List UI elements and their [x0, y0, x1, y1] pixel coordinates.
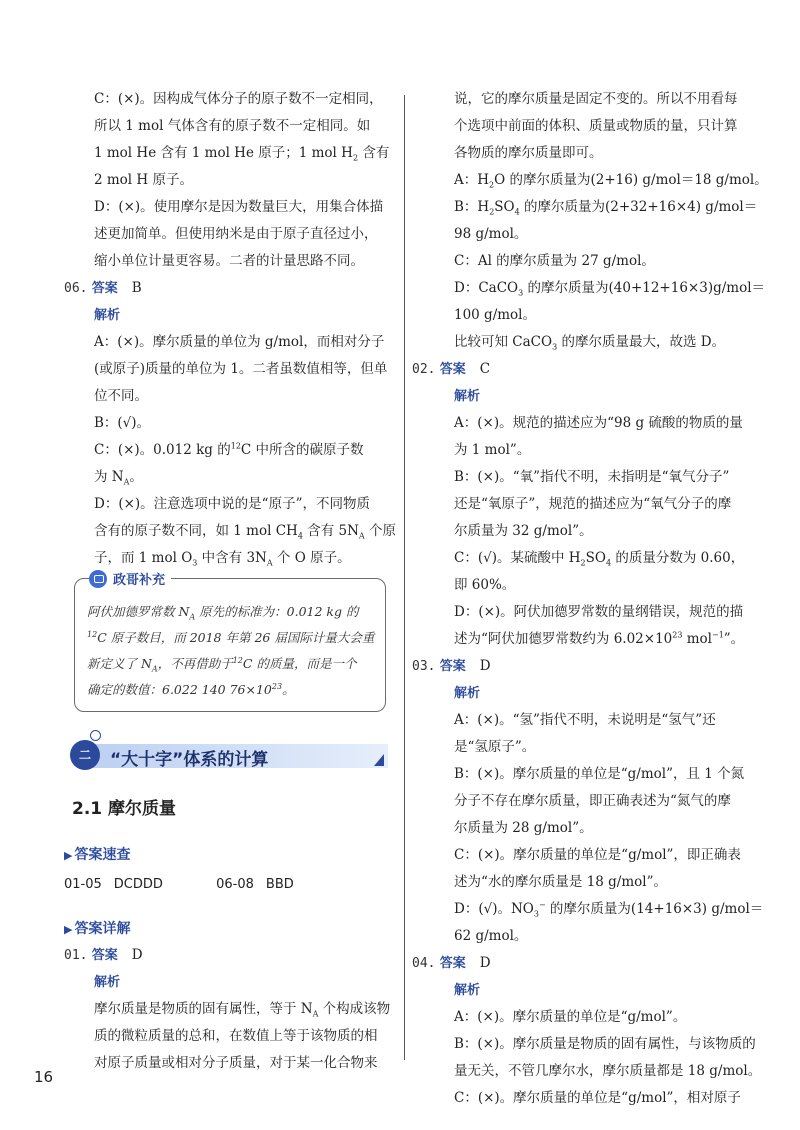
text-line: C：(×)。因构成气体分子的原子数不一定相同，	[94, 91, 383, 107]
quick-answers-row	[64, 868, 392, 902]
supplement-line: 确定的数值：6.022 140 $76\times 10^{23}$。	[87, 681, 295, 697]
text-line: D：(×)。阿伏加德罗常数的量纲错误，规范的描	[454, 604, 744, 620]
question-02-header	[412, 356, 742, 383]
text-line: 分子不存在摩尔质量，即正确表述为“氮气的摩	[454, 793, 731, 809]
answer-label: 答案	[439, 956, 466, 971]
question-number: 04.	[412, 956, 436, 971]
supplement-title: 政哥补充	[113, 573, 166, 588]
text-line: B：(×)。摩尔质量是物质的固有属性，与该物质的	[454, 1036, 756, 1052]
text-line: 对原子质量或相对分子质量，对于某一化合物来	[94, 1055, 378, 1071]
analysis-label: 解析	[454, 389, 481, 404]
banner-number: 二	[70, 740, 100, 770]
text-line: D：CaCO$_3$ 的摩尔质量为(40+12+16×3)g/mol＝	[454, 280, 766, 298]
question-number: 03.	[412, 659, 436, 674]
supplement-line: 阿伏加德罗常数 $N_A$ 原先的标准为：0.012 kg 的	[87, 604, 359, 622]
text-line: 100 g/mol。	[454, 307, 536, 323]
text-line: 尔质量为 28 g/mol”。	[454, 820, 593, 836]
text-line: 即 60%。	[454, 577, 516, 593]
question-03-header	[412, 653, 742, 680]
question-number: 02.	[412, 362, 436, 377]
text-line: 比较可知 CaCO$_3$ 的摩尔质量最大，故选 D。	[454, 334, 726, 352]
answer-value: D	[131, 947, 143, 963]
text-line: B：(√)。	[94, 415, 151, 431]
text-line: 述为“阿伏加德罗常数约为 $6.02\times 10^{23}$ mol$^{-1}$”。	[454, 630, 745, 647]
text-line: (或原子)质量的单位为 1。二者虽数值相等，但单	[94, 361, 388, 377]
text-line: B：(×)。“氧”指代不明，未指明是“氧气分子”	[454, 469, 730, 485]
text-line: 98 g/mol。	[454, 226, 528, 242]
text-line: B：$H_2SO_4$ 的摩尔质量为(2+32+16×4) g/mol＝	[454, 199, 758, 217]
text-line: D：(×)。注意选项中说的是“原子”，不同物质	[94, 496, 370, 512]
text-line: 为 1 mol”。	[454, 442, 531, 458]
quick-answer-item: 01-05 DCDDD	[64, 877, 163, 892]
text-line: A：(×)。摩尔质量的单位是“g/mol”。	[454, 1009, 687, 1025]
text-line: 2 mol H 原子。	[94, 172, 193, 188]
text-line: A：(×)。“氢”指代不明，未说明是“氢气”还	[454, 712, 716, 728]
question-number: 06.	[64, 281, 88, 296]
answer-value: B	[131, 280, 142, 296]
chapter-banner	[70, 740, 390, 770]
text-line: C：(√)。某硫酸中 $H_2SO_4$ 的质量分数为 0.60，	[454, 550, 745, 568]
section-title: 2.1 摩尔质量	[72, 799, 177, 819]
question-01-header	[64, 942, 392, 969]
text-line: 所以 1 mol 气体含有的原子数不一定相同。如	[94, 118, 371, 134]
text-line: 质的微粒质量的总和，在数值上等于该物质的相	[94, 1028, 378, 1044]
left-column	[64, 86, 396, 1077]
text-line: 位不同。	[94, 388, 148, 404]
text-line: C：(×)。摩尔质量的单位是“g/mol”，即正确表	[454, 847, 741, 863]
text-line: 为 $N_A$。	[94, 469, 143, 487]
computer-icon	[89, 570, 107, 588]
text-line: 各物质的摩尔质量即可。	[454, 145, 603, 161]
question-04-header	[412, 950, 742, 977]
text-line: C：(×)。摩尔质量的单位是“g/mol”，相对原子	[454, 1090, 741, 1106]
triangle-icon: ▶	[64, 923, 73, 936]
banner-title: “大十字”体系的计算	[110, 750, 269, 770]
page-number: 16	[34, 1068, 54, 1086]
analysis-label: 解析	[454, 686, 481, 701]
text-line: 摩尔质量是物质的固有属性，等于 $N_A$ 个构成该物	[94, 1001, 391, 1019]
text-line: 述为“水的摩尔质量是 18 g/mol”。	[454, 874, 668, 890]
answer-label: 答案	[439, 659, 466, 674]
bomb-icon	[90, 730, 101, 741]
text-line: A：$H_2O$ 的摩尔质量为(2+16) g/mol＝18 g/mol。	[454, 172, 768, 190]
analysis-label: 解析	[94, 308, 121, 323]
answer-label: 答案	[91, 948, 118, 963]
answer-value: D	[479, 955, 491, 971]
text-line: 量无关，不管几摩尔水，摩尔质量都是 18 g/mol。	[454, 1063, 762, 1079]
analysis-label: 解析	[454, 983, 481, 998]
detail-answers-title: ▶ 答案详解	[64, 921, 131, 937]
text-line: 述更加简单。但使用纳米是由于原子直径过小，	[94, 226, 378, 242]
text-line: A：(×)。摩尔质量的单位为 g/mol，而相对分子	[94, 334, 385, 350]
supplement-tag	[89, 569, 171, 588]
text-line: 1 mol He 含有 1 mol He 原子；1 mol $H_2$ 含有	[94, 145, 390, 163]
text-line: 说，它的摩尔质量是固定不变的。所以不用看每	[454, 91, 738, 107]
banner-corner	[374, 754, 384, 766]
text-line: 尔质量为 32 g/mol”。	[454, 523, 593, 539]
text-line: C：(×)。0.012 kg 的$^{12}$C 中所含的碳原子数	[94, 441, 364, 458]
text-line: C：Al 的摩尔质量为 27 g/mol。	[454, 253, 655, 269]
supplement-box	[74, 573, 386, 712]
column-divider	[404, 95, 405, 1060]
quick-answers-title: ▶ 答案速查	[64, 847, 131, 863]
triangle-icon: ▶	[64, 849, 73, 862]
text-line: B：(×)。摩尔质量的单位是“g/mol”，且 1 个氮	[454, 766, 745, 782]
answer-label: 答案	[439, 362, 466, 377]
supplement-line: $^{12}$C 原子数目，而 2018 年第 26 届国际计量大会重	[87, 629, 375, 645]
text-line: 含有的原子数不同，如 1 mol $CH_4$ 含有 $5N_A$ 个原	[94, 523, 396, 541]
answer-label: 答案	[91, 281, 118, 296]
question-number: 01.	[64, 948, 88, 963]
text-line: 个选项中前面的体积、质量或物质的量，只计算	[454, 118, 738, 134]
text-line: D：(×)。使用摩尔是因为数量巨大，用集合体描	[94, 199, 384, 215]
question-06-header	[64, 275, 392, 302]
answer-value: D	[479, 658, 491, 674]
answer-value: C	[479, 361, 491, 377]
text-line: 子，而 1 mol $O_3$ 中含有 $3N_A$ 个 O 原子。	[94, 550, 351, 568]
quick-answer-item: 06-08 BBD	[216, 877, 294, 892]
text-line: D：(√)。$NO_3^-$ 的摩尔质量为(14+16×3) g/mol＝	[454, 900, 764, 919]
text-line: 还是“氧原子”，规范的描述应为“氧气分子的摩	[454, 496, 732, 512]
right-column	[412, 86, 768, 1112]
analysis-label: 解析	[94, 975, 121, 990]
text-line: 62 g/mol。	[454, 928, 528, 944]
text-line: A：(×)。规范的描述应为“98 g 硫酸的物质的量	[454, 415, 743, 431]
text-line: 是“氢原子”。	[454, 739, 536, 755]
text-line: 缩小单位计量更容易。二者的计量思路不同。	[94, 253, 364, 269]
supplement-line: 新定义了 $N_A$，不再借助于$^{12}$C 的质量，而是一个	[87, 655, 357, 674]
